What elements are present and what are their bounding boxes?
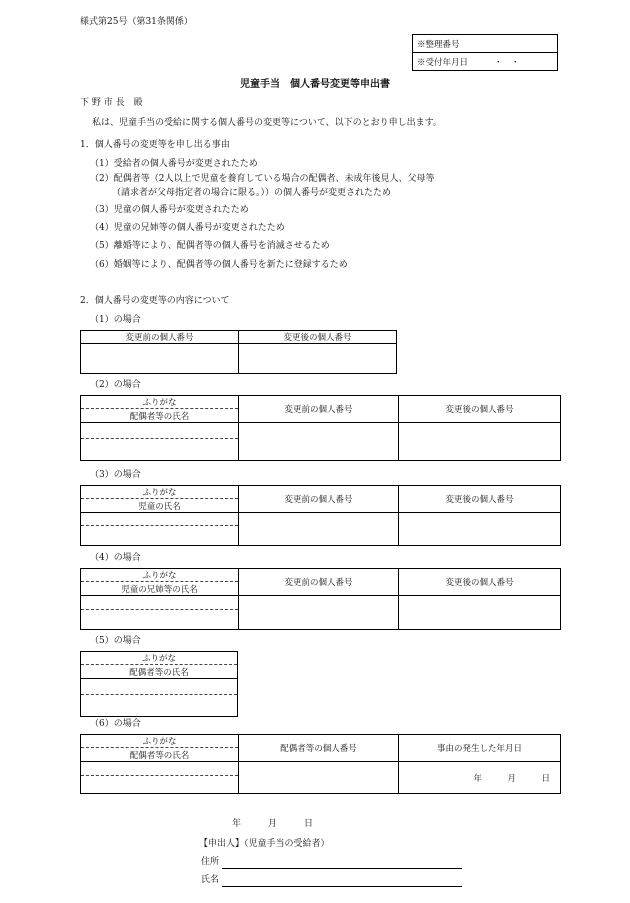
case6-table bbox=[80, 734, 561, 794]
address-input[interactable] bbox=[222, 868, 462, 869]
case2-before-header: 変更前の個人番号 bbox=[239, 396, 399, 423]
case6-number-input[interactable] bbox=[239, 762, 399, 794]
case4-after-input[interactable] bbox=[399, 596, 561, 630]
case4-furigana-header: ふりがな bbox=[81, 569, 239, 582]
case2-before-input[interactable] bbox=[239, 423, 399, 461]
received-date-field[interactable]: ※受付年月日 ・ ・ bbox=[413, 53, 558, 71]
case6-furigana-input[interactable] bbox=[81, 762, 239, 776]
case3-after-header: 変更後の個人番号 bbox=[399, 486, 561, 513]
section1-heading: 1．個人番号の変更等を申し出る事由 bbox=[80, 140, 230, 150]
reason-6: （6）婚姻等により、配偶者等の個人番号を新たに登録するため bbox=[90, 260, 348, 270]
case6-date-input[interactable]: 年 月 日 bbox=[399, 762, 561, 794]
case2-label: （2）の場合 bbox=[90, 380, 141, 390]
address-label: 住所 bbox=[201, 857, 220, 867]
case5-furigana-header: ふりがな bbox=[81, 652, 238, 665]
office-use-box bbox=[412, 34, 558, 71]
case2-name-header: 配偶者等の氏名 bbox=[81, 409, 239, 423]
case3-furigana-input[interactable] bbox=[81, 513, 239, 526]
case4-before-input[interactable] bbox=[239, 596, 399, 630]
case1-before-input[interactable] bbox=[81, 344, 239, 374]
intro-text: 私は、児童手当の受給に関する個人番号の変更等について、以下のとおり申し出ます。 bbox=[92, 118, 442, 128]
section2-heading: 2．個人番号の変更等の内容について bbox=[80, 296, 230, 306]
case5-name-input[interactable] bbox=[81, 695, 238, 717]
case1-table bbox=[80, 330, 397, 374]
page-title: 児童手当 個人番号変更等申出書 bbox=[240, 79, 390, 90]
case6-date-header: 事由の発生した年月日 bbox=[399, 735, 561, 762]
reason-2: （2）配偶者等（2人以上で児童を養育している場合の配偶者、未成年後見人、父母等 bbox=[90, 174, 435, 184]
case4-table bbox=[80, 568, 561, 630]
case1-after-input[interactable] bbox=[239, 344, 397, 374]
case3-before-header: 変更前の個人番号 bbox=[239, 486, 399, 513]
case4-before-header: 変更前の個人番号 bbox=[239, 569, 399, 596]
case4-furigana-input[interactable] bbox=[81, 596, 239, 610]
case5-label: （5）の場合 bbox=[90, 636, 141, 646]
case4-name-header: 児童の兄姉等の氏名 bbox=[81, 582, 239, 596]
submission-date: 年 月 日 bbox=[232, 819, 314, 829]
case5-table bbox=[80, 651, 238, 717]
case3-name-header: 児童の氏名 bbox=[81, 499, 239, 513]
case6-number-header: 配偶者等の個人番号 bbox=[239, 735, 399, 762]
case2-after-input[interactable] bbox=[399, 423, 561, 461]
case4-label: （4）の場合 bbox=[90, 553, 141, 563]
reason-1: （1）受給者の個人番号が変更されたため bbox=[90, 159, 258, 169]
case3-after-input[interactable] bbox=[399, 513, 561, 546]
case1-label: （1）の場合 bbox=[90, 315, 141, 325]
case5-furigana-input[interactable] bbox=[81, 679, 238, 695]
case3-name-input[interactable] bbox=[81, 526, 239, 546]
case4-after-header: 変更後の個人番号 bbox=[399, 569, 561, 596]
case1-after-header: 変更後の個人番号 bbox=[239, 331, 397, 344]
case1-before-header: 変更前の個人番号 bbox=[81, 331, 239, 344]
case3-label: （3）の場合 bbox=[90, 470, 141, 480]
case2-furigana-header: ふりがな bbox=[81, 396, 239, 409]
case5-name-header: 配偶者等の氏名 bbox=[81, 665, 238, 679]
case2-furigana-input[interactable] bbox=[81, 423, 239, 439]
applicant-heading: 【申出人】（児童手当の受給者） bbox=[199, 839, 330, 849]
case6-name-header: 配偶者等の氏名 bbox=[81, 748, 239, 762]
addressee: 下 野 市 長 殿 bbox=[80, 98, 143, 108]
reason-2-cont: （請求者が父母指定者の場合に限る。））の個人番号が変更されたため bbox=[112, 188, 392, 198]
case3-furigana-header: ふりがな bbox=[81, 486, 239, 499]
name-label: 氏名 bbox=[201, 875, 220, 885]
name-input[interactable] bbox=[222, 886, 462, 887]
form-number: 様式第25号（第31条関係） bbox=[80, 17, 193, 27]
reason-5: （5）離婚等により、配偶者等の個人番号を消滅させるため bbox=[90, 241, 330, 251]
ref-number-field[interactable]: ※整理番号 bbox=[413, 35, 558, 53]
reason-4: （4）児童の兄姉等の個人番号が変更されたため bbox=[90, 223, 285, 233]
case6-furigana-header: ふりがな bbox=[81, 735, 239, 748]
case4-name-input[interactable] bbox=[81, 610, 239, 630]
reason-3: （3）児童の個人番号が変更されたため bbox=[90, 205, 249, 215]
case3-before-input[interactable] bbox=[239, 513, 399, 546]
case2-after-header: 変更後の個人番号 bbox=[399, 396, 561, 423]
case6-label: （6）の場合 bbox=[90, 719, 141, 729]
case2-name-input[interactable] bbox=[81, 439, 239, 461]
case2-table bbox=[80, 395, 561, 461]
case6-name-input[interactable] bbox=[81, 776, 239, 794]
case3-table bbox=[80, 485, 561, 546]
